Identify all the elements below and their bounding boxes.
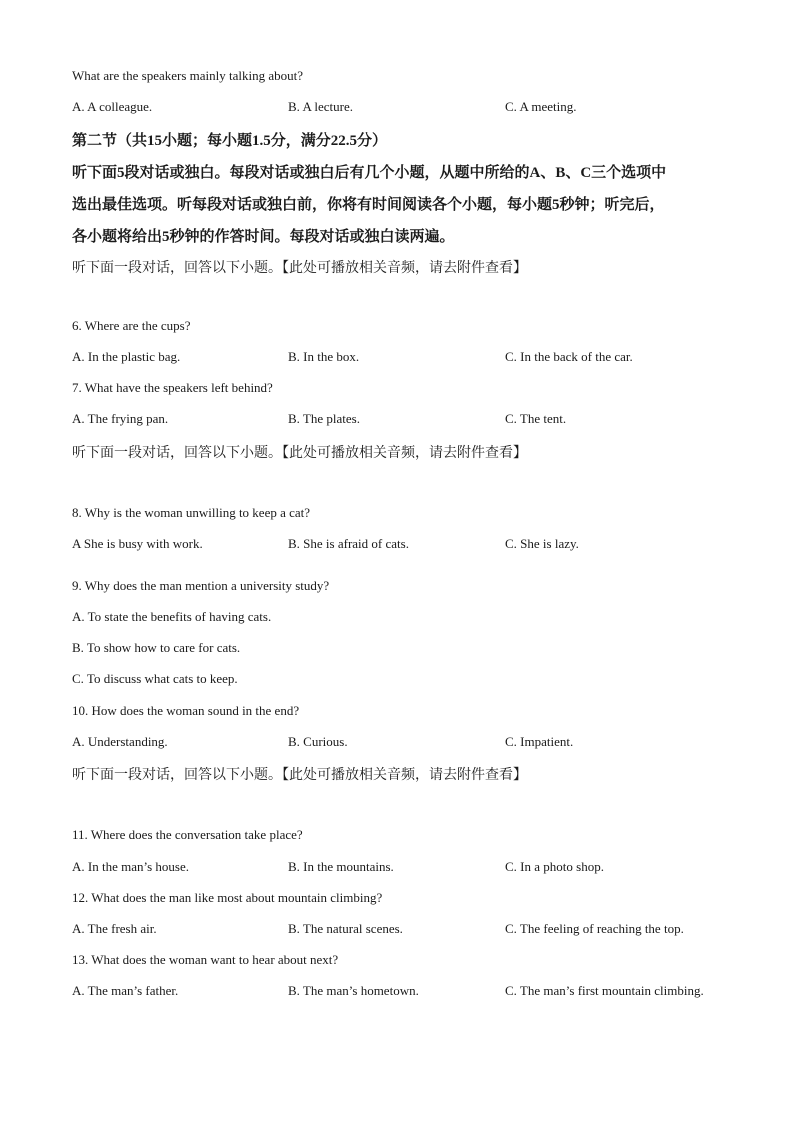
dialog-prompt: 听下面一段对话，回答以下小题。【此处可播放相关音频，请去附件查看】 [72,446,527,461]
question-stem: 6. Where are the cups? [72,318,191,333]
option-a: A. Understanding. [72,734,168,749]
question-stem: 8. Why is the woman unwilling to keep a cat? [72,505,311,520]
option-a: A. To state the benefits of having cats. [72,609,272,624]
section-heading: 第二节（共15小题；每小题1.5分，满分22.5分） [72,133,388,149]
question-stem: 13. What does the woman want to hear about next? [72,952,339,967]
option-c: C. To discuss what cats to keep. [72,671,238,686]
question-stem: 10. How does the woman sound in the end? [72,703,300,718]
option-b: B. Curious. [288,734,348,749]
option-a: A. In the plastic bag. [72,349,181,364]
question-stem: What are the speakers mainly talking about? [72,68,304,83]
option-b: B. The man’s hometown. [288,983,419,998]
section-instructions-line-1: 听下面5段对话或独白。每段对话或独白后有几个小题，从题中所给的A、B、C三个选项中 [72,165,667,181]
option-b: B. In the mountains. [288,859,394,874]
option-a: A. In the man’s house. [72,859,189,874]
option-b: B. A lecture. [288,99,353,114]
section-instructions-line-3: 各小题将给出5秒钟的作答时间。每段对话或独白读两遍。 [72,229,455,245]
option-c: C. The feeling of reaching the top. [505,921,684,936]
option-a: A. The man’s father. [72,983,179,998]
option-c: C. The man’s first mountain climbing. [505,983,704,998]
option-c: C. Impatient. [505,734,574,749]
option-c: C. In the back of the car. [505,349,633,364]
dialog-prompt: 听下面一段对话，回答以下小题。【此处可播放相关音频，请去附件查看】 [72,261,527,276]
dialog-prompt: 听下面一段对话，回答以下小题。【此处可播放相关音频，请去附件查看】 [72,768,527,783]
option-a: A. A colleague. [72,99,153,114]
option-c: C. She is lazy. [505,536,579,551]
question-stem: 12. What does the man like most about mountain climbing? [72,890,383,905]
section-instructions-line-2: 选出最佳选项。听每段对话或独白前，你将有时间阅读各个小题，每小题5秒钟；听完后， [72,197,665,213]
option-a: A. The fresh air. [72,921,157,936]
option-b: B. She is afraid of cats. [288,536,409,551]
option-a: A. The frying pan. [72,411,169,426]
question-stem: 9. Why does the man mention a university study? [72,578,330,593]
option-b: B. In the box. [288,349,360,364]
option-a: A She is busy with work. [72,536,203,551]
question-stem: 11. Where does the conversation take place? [72,827,303,842]
option-c: C. In a photo shop. [505,859,604,874]
question-stem: 7. What have the speakers left behind? [72,380,273,395]
option-b: B. To show how to care for cats. [72,640,241,655]
option-c: C. The tent. [505,411,567,426]
option-b: B. The natural scenes. [288,921,403,936]
option-b: B. The plates. [288,411,360,426]
option-c: C. A meeting. [505,99,577,114]
